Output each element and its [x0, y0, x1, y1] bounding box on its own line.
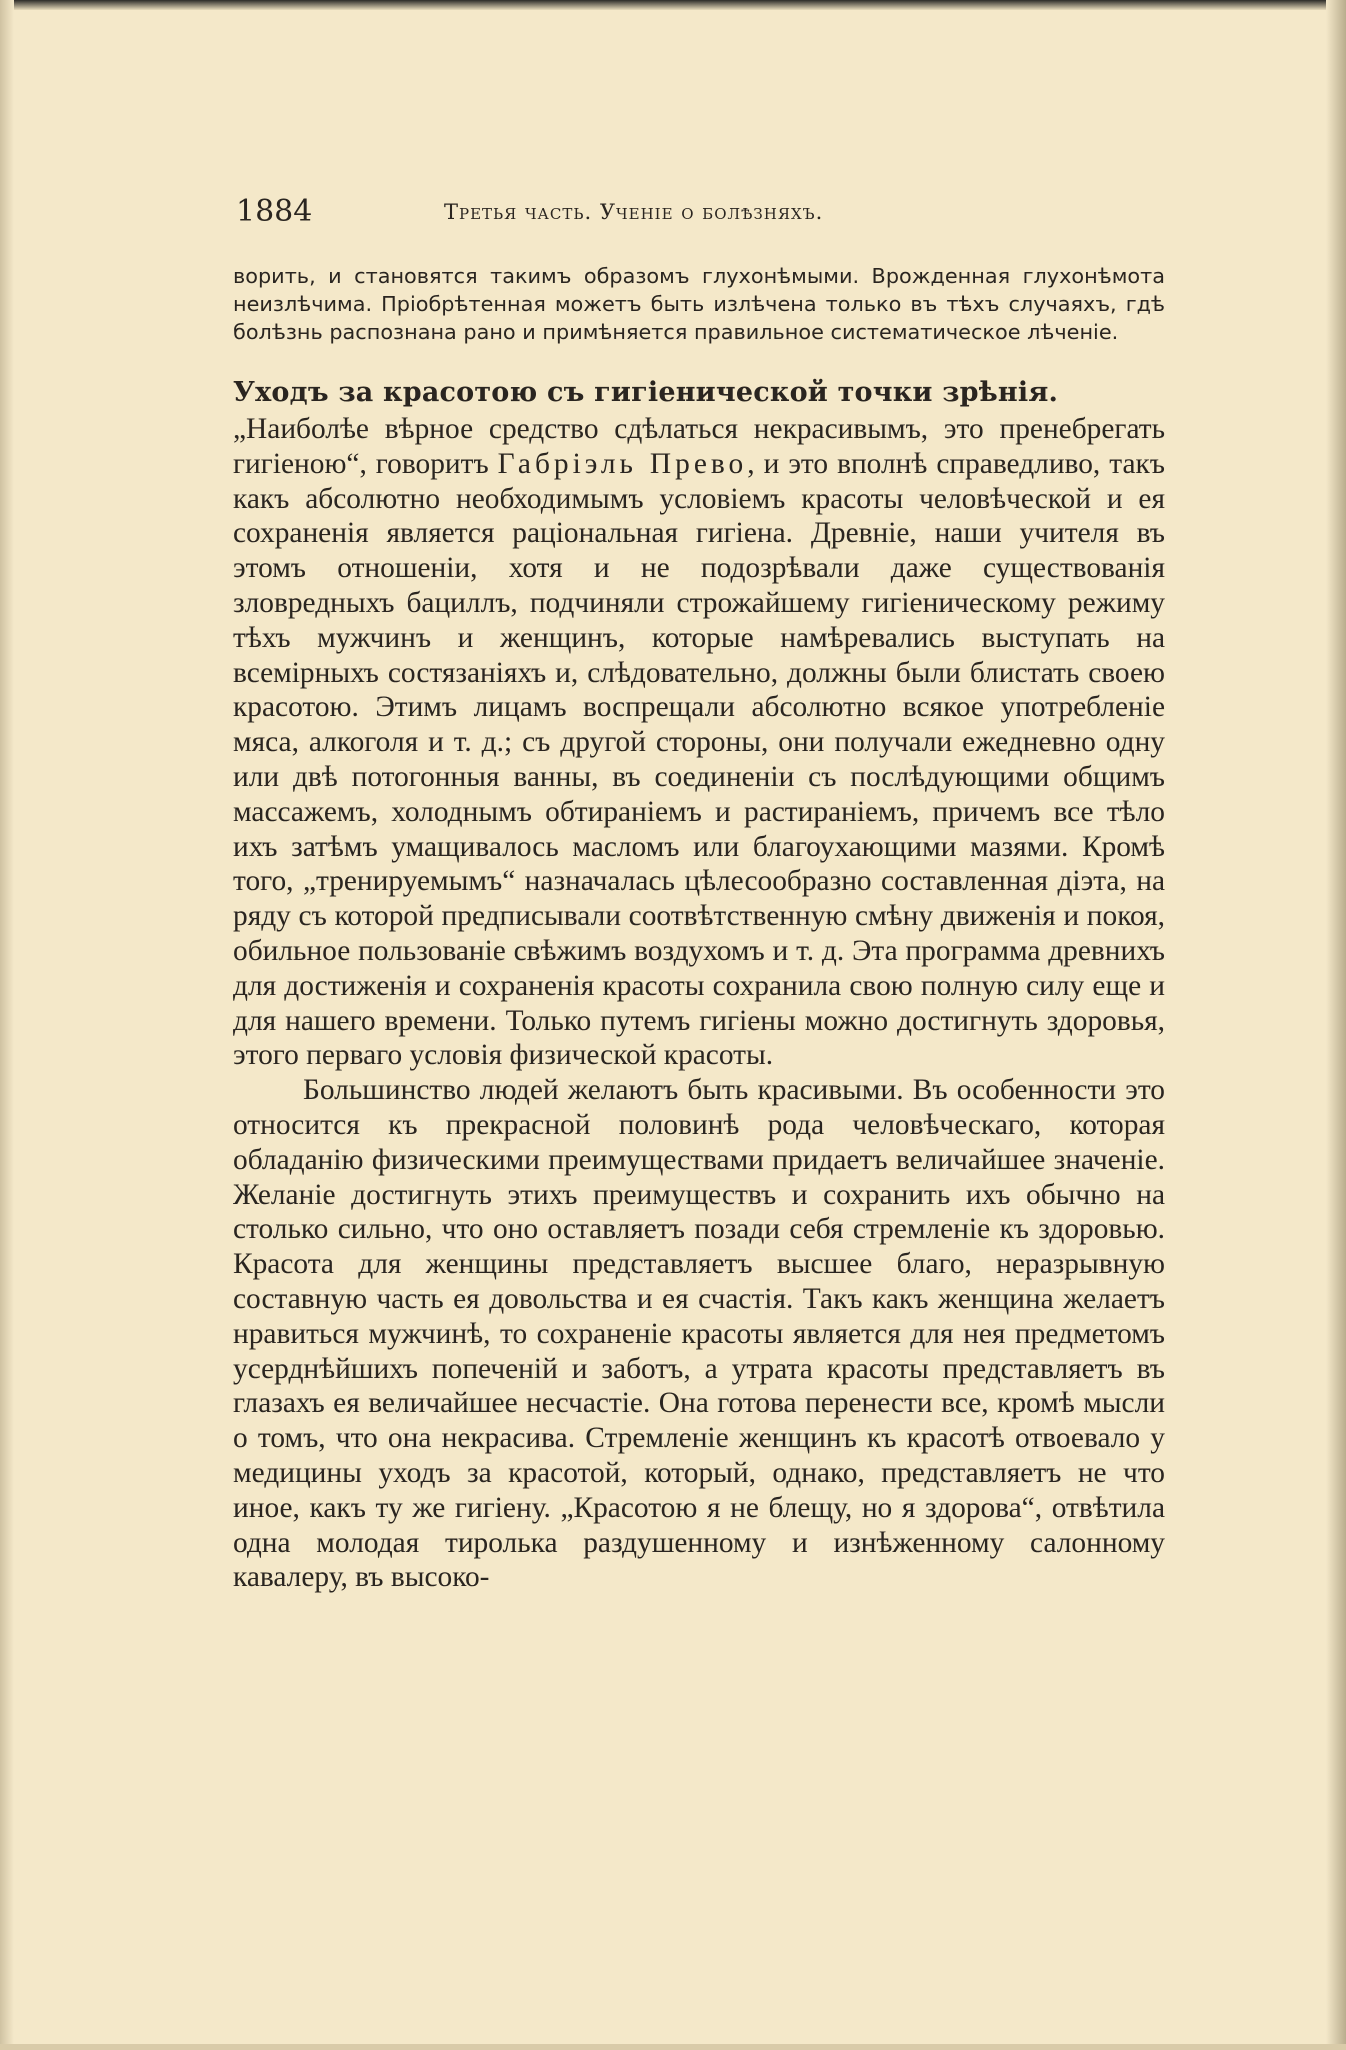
- intro-paragraph: ворить, и становятся такимъ образомъ глухонѣмыми. Врожденная глухонѣмота неизлѣчима. Пріобрѣтенная можетъ быть излѣчена только въ тѣхъ случаяхъ, гдѣ болѣзнь распознана рано и примѣняется правильное систематическое лѣченіе.: [233, 264, 1165, 344]
- section-heading: Уходъ за красотою съ гигіенической точки зрѣнія.: [233, 377, 1059, 408]
- page-number: 1884: [236, 194, 313, 229]
- main-text-block: [233, 374, 1165, 1595]
- intro-text-block: [233, 262, 1165, 346]
- cited-author: Габріэль Прево: [497, 447, 748, 480]
- page-edge-shadow: [1326, 0, 1346, 2050]
- page-gutter-shadow: [0, 0, 14, 2050]
- paragraph-1: [233, 412, 1165, 1073]
- page-top-edge: [0, 0, 1346, 10]
- page-bottom-edge: [0, 2044, 1346, 2050]
- page-header: [236, 190, 1166, 234]
- paragraph-1-part-b: , и это вполнѣ справедливо, такъ какъ абсолютно необходимымъ условіемъ красоты человѣческой и ея сохраненія является раціональная гигіена. Древніе, наши учителя въ этомъ отношеніи, хотя и не подозрѣвали даже существованія зловредныхъ бациллъ, подчиняли строжайшему гигіеническому режиму тѣхъ мужчинъ и женщинъ, которые намѣревались выступать на всемірныхъ состязаніяхъ и, слѣдовательно, должны были блистать своею красотою. Этимъ лицамъ воспрещали абсолютно всякое употребленіе мяса, алкоголя и т. д.; съ другой стороны, они получали ежедневно одну или двѣ потогонныя ванны, въ соединеніи съ послѣдующими общимъ массажемъ, холоднымъ обтираніемъ и растираніемъ, причемъ все тѣло ихъ затѣмъ умащивалось масломъ или благоухающими мазями. Кромѣ того, „тренируемымъ“ назначалась цѣлесообразно составленная діэта, на ряду съ которой предписывали соотвѣтственную смѣну движенія и покоя, обильное пользованіе свѣжимъ воздухомъ и т. д. Эта программа древнихъ для достиженія и сохраненія красоты сохранила свою полную силу еще и для нашего времени. Только путемъ гигіены можно достигнуть здоровья, этого перваго условія физической красоты.: [233, 447, 1165, 1072]
- paragraph-2: Большинство людей желаютъ быть красивыми. Въ особенности это относится къ прекрасной половинѣ рода человѣческаго, которая обладанію физическими преимуществами придаетъ величайшее значеніе. Желаніе достигнуть этихъ преимуществъ и сохранить ихъ обычно на столько сильно, что оно оставляетъ позади себя стремленіе къ здоровью. Красота для женщины представляетъ высшее благо, неразрывную составную часть ея довольства и ея счастія. Такъ какъ женщина желаетъ нравиться мужчинѣ, то сохраненіе красоты является для нея предметомъ усерднѣйшихъ попеченій и заботъ, а утрата красоты представляетъ въ глазахъ ея величайшее несчастіе. Она готова перенести все, кромѣ мысли о томъ, что она некрасива. Стремленіе женщинъ къ красотѣ отвоевало у медицины уходъ за красотой, который, однако, представляетъ не что иное, какъ ту же гигіену. „Красотою я не блещу, но я здорова“, отвѣтила одна молодая тиролька раздушенному и изнѣженному салонному кавалеру, въ высоко-: [233, 1074, 1165, 1594]
- running-head: Третья часть. Ученіе о болѣзняхъ.: [444, 200, 824, 224]
- paragraph-1-part-a: „Наиболѣе вѣрное средство сдѣлаться некрасивымъ, это пренебрегать гигіеною“, говоритъ: [233, 413, 1165, 480]
